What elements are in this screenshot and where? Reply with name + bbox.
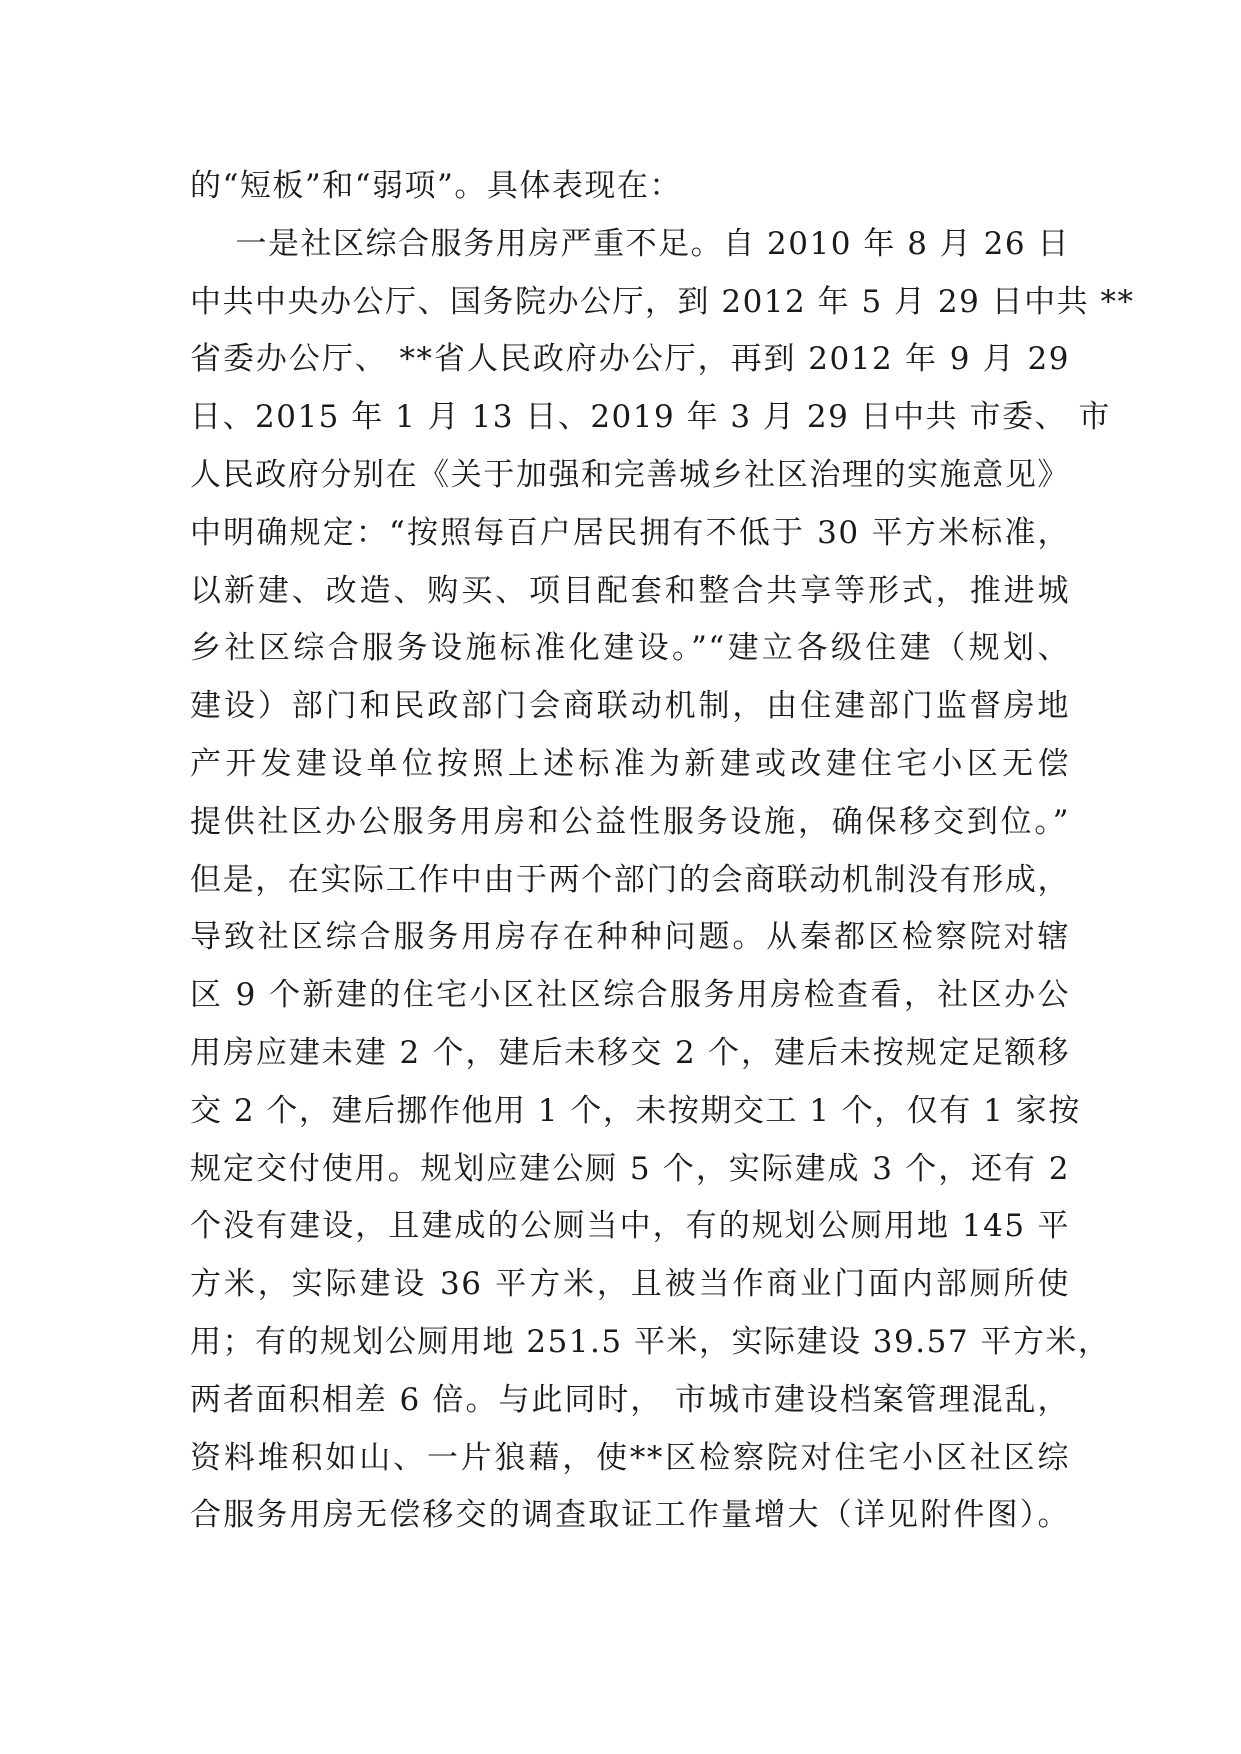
text-line: 两者面积相差 6 倍。与此同时， 市城市建设档案管理混乱，: [190, 1381, 1070, 1418]
text-line: 建设）部门和民政部门会商联动机制，由住建部门监督房地: [190, 688, 1070, 725]
text-line: 个没有建设，且建成的公厕当中，有的规划公厕用地 145 平: [190, 1208, 1070, 1245]
text-line: 交 2 个，建后挪作他用 1 个，未按期交工 1 个，仅有 1 家按: [190, 1092, 1081, 1129]
text-line: 方米，实际建设 36 平方米，且被当作商业门面内部厕所使: [190, 1266, 1070, 1303]
text-line: 乡社区综合服务设施标准化建设。”“建立各级住建（规划、: [190, 630, 1070, 667]
text-line: 导致社区综合服务用房存在种种问题。从秦都区检察院对辖: [190, 919, 1070, 956]
text-line: 合服务用房无偿移交的调查取证工作量增大（详见附件图）。: [190, 1497, 1070, 1534]
text-line: 以新建、改造、购买、项目配套和整合共享等形式，推进城: [190, 572, 1070, 609]
text-line: 用房应建未建 2 个，建后未移交 2 个，建后未按规定足额移: [190, 1034, 1070, 1071]
text-line: 日、2015 年 1 月 13 日、2019 年 3 月 29 日中共 市委、 市: [190, 399, 1111, 436]
text-line: 资料堆积如山、一片狼藉，使**区检察院对住宅小区社区综: [190, 1439, 1070, 1476]
text-line: 一是社区综合服务用房严重不足。自 2010 年 8 月 26 日: [190, 225, 1070, 262]
text-line: 规定交付使用。规划应建公厕 5 个，实际建成 3 个，还有 2: [190, 1150, 1070, 1187]
text-line: 但是，在实际工作中由于两个部门的会商联动机制没有形成，: [190, 861, 1070, 898]
body-text: [190, 158, 1135, 1545]
text-line: 人民政府分别在《关于加强和完善城乡社区治理的实施意见》: [190, 456, 1070, 493]
text-line: 用；有的规划公厕用地 251.5 平米，实际建设 39.57 平方米，: [190, 1323, 1111, 1360]
text-line: 提供社区办公服务用房和公益性服务设施，确保移交到位。”: [190, 803, 1070, 840]
text-line: 中共中央办公厅、国务院办公厅，到 2012 年 5 月 29 日中共 **: [190, 283, 1135, 320]
text-line: 的“短板”和“弱项”。具体表现在：: [190, 168, 682, 204]
text-line: 省委办公厅、 **省人民政府办公厅，再到 2012 年 9 月 29: [190, 341, 1070, 378]
text-line: 区 9 个新建的住宅小区社区综合服务用房检查看，社区办公: [190, 977, 1070, 1014]
text-line: 中明确规定：“按照每百户居民拥有不低于 30 平方米标准，: [190, 514, 1070, 551]
text-line: 产开发建设单位按照上述标准为新建或改建住宅小区无偿: [190, 745, 1070, 782]
